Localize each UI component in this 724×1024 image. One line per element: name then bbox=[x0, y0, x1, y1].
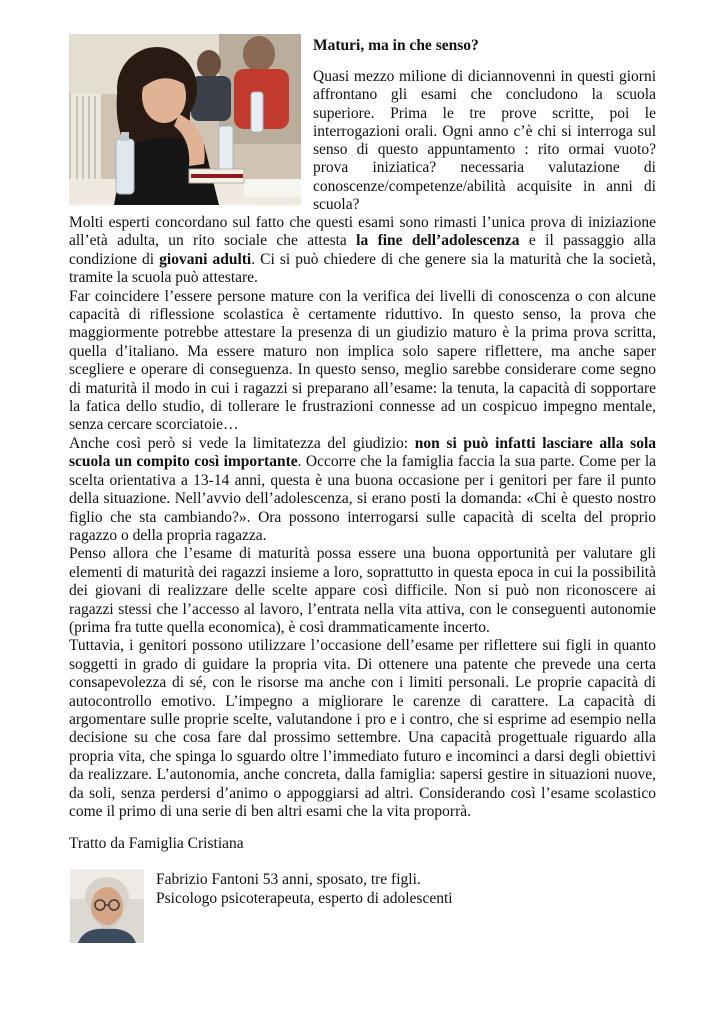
paragraph-3 bbox=[69, 435, 656, 545]
paragraph-4: Penso allora che l’esame di maturità possa essere una buona opportunità per valutare gli elementi di maturità dei ragazzi insieme a loro, soprattutto in questa epoca in cui la possibilità dei giovani di realizzare delle scelte appare così difficile. Non si può non riconoscere ai ragazzi stessi che l’accesso al lavoro, l’entrata nella vita attiva, con le conseguenti autonomie (prima fra tutte quella economica), è così drammaticamente incerto. bbox=[69, 545, 656, 636]
article-intro: Quasi mezzo milione di diciannovenni in questi giorni affrontano gli esami che concludono la scuola superiore. Prima le tre prove scritte, poi le interrogazioni orali. Ogni anno c’è chi si interroga sul senso di questo appuntamento : rito ormai vuoto? prova iniziatica? necessaria valutazione di conoscenze/competenze/abilità acquisite in anni di scuola? bbox=[313, 68, 656, 214]
author-portrait-photo bbox=[70, 869, 144, 943]
paragraph-1-bold-2: giovani adulti bbox=[159, 250, 252, 268]
author-info bbox=[156, 871, 453, 909]
article-source: Tratto da Famiglia Cristiana bbox=[69, 835, 244, 852]
article-body bbox=[69, 214, 656, 821]
author-line-2: Psicologo psicoterapeuta, esperto di adolescenti bbox=[156, 889, 453, 907]
paragraph-3-bold: non si può infatti lasciare alla sola scuola un compito così importante bbox=[69, 434, 656, 471]
paragraph-1-text-d: . Ci si può chiedere di che genere sia la maturità che la società, tramite la scuola può attestare. bbox=[69, 250, 657, 287]
paragraph-1-bold-1: la fine dell’adolescenza bbox=[356, 232, 520, 250]
author-line-1: Fabrizio Fantoni 53 anni, sposato, tre figli. bbox=[156, 871, 421, 888]
paragraph-5: Tuttavia, i genitori possono utilizzare l’occasione dell’esame per riflettere sui figli in quanto soggetti in grado di guidare la propria vita. Di ottenere una patente che prevede una certa consapevolezza di sé, con le risorse ma anche con i limiti personali. Le proprie capacità di autocontrollo emotivo. L’impegno a migliorare le carenze di carattere. La capacità di argomentare sulle proprie scelte, valutandone i pro e i contro, che si esprime ad esempio nella decisione su che cosa fare dal prossimo settembre. Una capacità progettuale riguardo alla propria vita, che spinga lo sguardo oltre l’immediato futuro e incominci a darsi degli obiettivi da realizzare. L’autonomia, anche concreta, dalla famiglia: sapersi gestire in situazioni nuove, da soli, senza perdersi d’animo o appoggiarsi ad altri. Considerando così l’esame scolastico come il primo di una serie di ben altri esami che la vita proporrà. bbox=[69, 637, 656, 820]
student-exam-photo bbox=[69, 34, 301, 205]
article-title: Maturi, ma in che senso? bbox=[313, 37, 479, 54]
paragraph-3-text-c: . Occorre che la famiglia faccia la sua parte. Come per la scelta orientativa a 13-14 anni, questa è una buona occasione per i genitori per fare il punto della situazione. Nell’avvio dell’adolescenza, si erano posti la domanda: «Chi è questo nostro figlio che sta cambiando?». Ora possono interrogarsi sulle capacità di scelta del proprio ragazzo o della propria ragazza. bbox=[69, 453, 657, 544]
paragraph-2: Far coincidere l’essere persone mature con la verifica dei livelli di conoscenza o con alcune capacità di riflessione scolastica è certamente riduttivo. In questo senso, la prova che maggiormente potrebbe attestare la presenza di un giudizio maturo è la prima prova scritta, quella d’italiano. Ma essere maturo non implica solo sapere riflettere, ma anche saper scegliere e operare di conseguenza. In questo senso, meglio sarebbe considerare come segno di maturità il modo in cui i ragazzi si preparano all’esame: la tenuta, la capacità di sopportare la fatica dello studio, di tollerare le frustrazioni connesse ad un cospicuo impegno mentale, senza cercare scorciatoie… bbox=[69, 287, 656, 434]
paragraph-1 bbox=[69, 214, 656, 288]
paragraph-3-text-a: Anche così però si vede la limitatezza del giudizio: bbox=[69, 434, 415, 452]
paragraph-1-text-a: Molti esperti concordano sul fatto che questi esami sono rimasti l’unica prova di iniziazione all’età adulta, un rito sociale che attesta bbox=[69, 214, 656, 250]
author-portrait-illustration bbox=[70, 869, 144, 943]
paragraph-1-text-c: e il passaggio alla condizione di bbox=[69, 232, 656, 268]
student-exam-illustration bbox=[69, 34, 301, 205]
